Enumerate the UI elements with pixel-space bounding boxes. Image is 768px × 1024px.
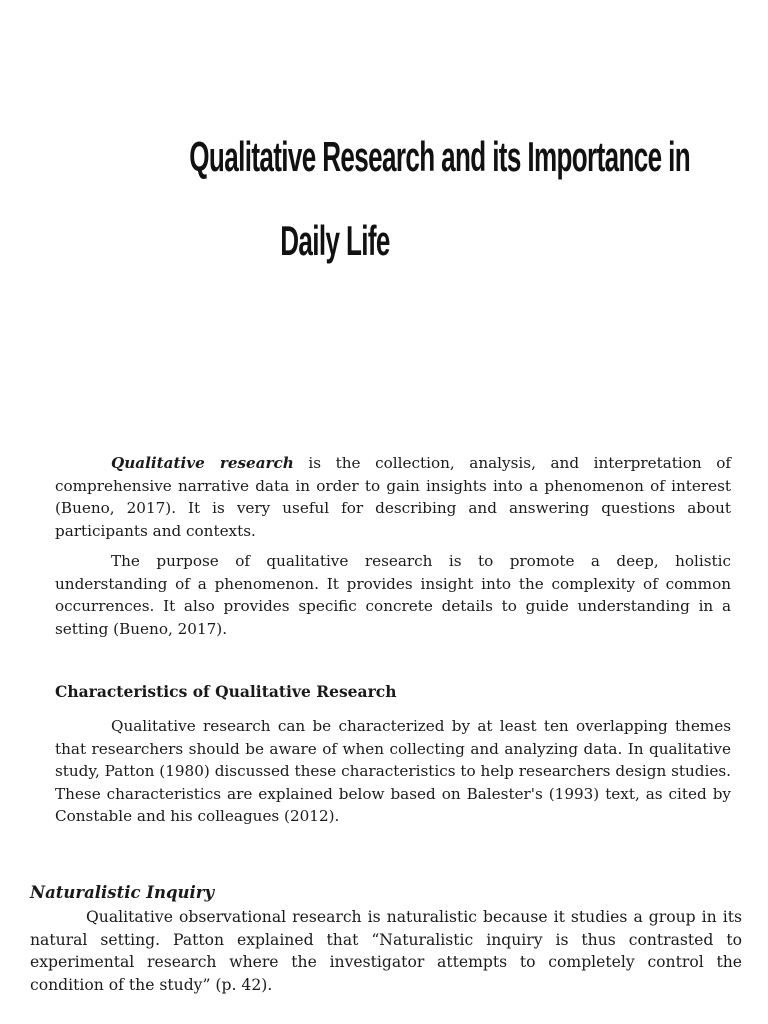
title-line-1: Qualitative Research and its Importance in (189, 133, 691, 180)
characteristics-paragraph-text: Qualitative research can be characterized by at least ten overlapping themes that researchers should be aware of when collecting and analyzing data. In qualitative study, Patton (1980) discussed these characteristics to help researchers design studies. These characteristics are explained below based on Balester's (1993) text, as cited by Constable and his colleagues (2012). (55, 717, 731, 825)
purpose-paragraph (55, 550, 731, 640)
section-heading-characteristics: Characteristics of Qualitative Research (55, 682, 397, 701)
intro-paragraph-text: is the collection, analysis, and interpretation of comprehensive narrative data in order to gain insights into a phenomenon of interest (Bueno, 2017). It is very useful for describing and answering questions about participants and contexts. (55, 454, 731, 540)
term-qualitative-research: Qualitative research (111, 454, 294, 472)
naturalistic-paragraph (30, 906, 742, 996)
characteristics-paragraph (55, 715, 731, 828)
intro-paragraph (55, 452, 731, 542)
title-line-2: Daily Life (280, 217, 390, 264)
naturalistic-paragraph-text: Qualitative observational research is naturalistic because it studies a group in its natural setting. Patton explained that “Naturalistic inquiry is thus contrasted to experimental research where the investigator attempts to completely control the condition of the study” (p. 42). (30, 908, 742, 994)
document-title (100, 118, 691, 264)
purpose-paragraph-text: The purpose of qualitative research is to promote a deep, holistic understanding of a phenomenon. It provides insight into the complexity of common occurrences. It also provides specific concrete details to guide understanding in a setting (Bueno, 2017). (55, 552, 731, 638)
subsection-heading-naturalistic-inquiry: Naturalistic Inquiry (30, 883, 215, 902)
